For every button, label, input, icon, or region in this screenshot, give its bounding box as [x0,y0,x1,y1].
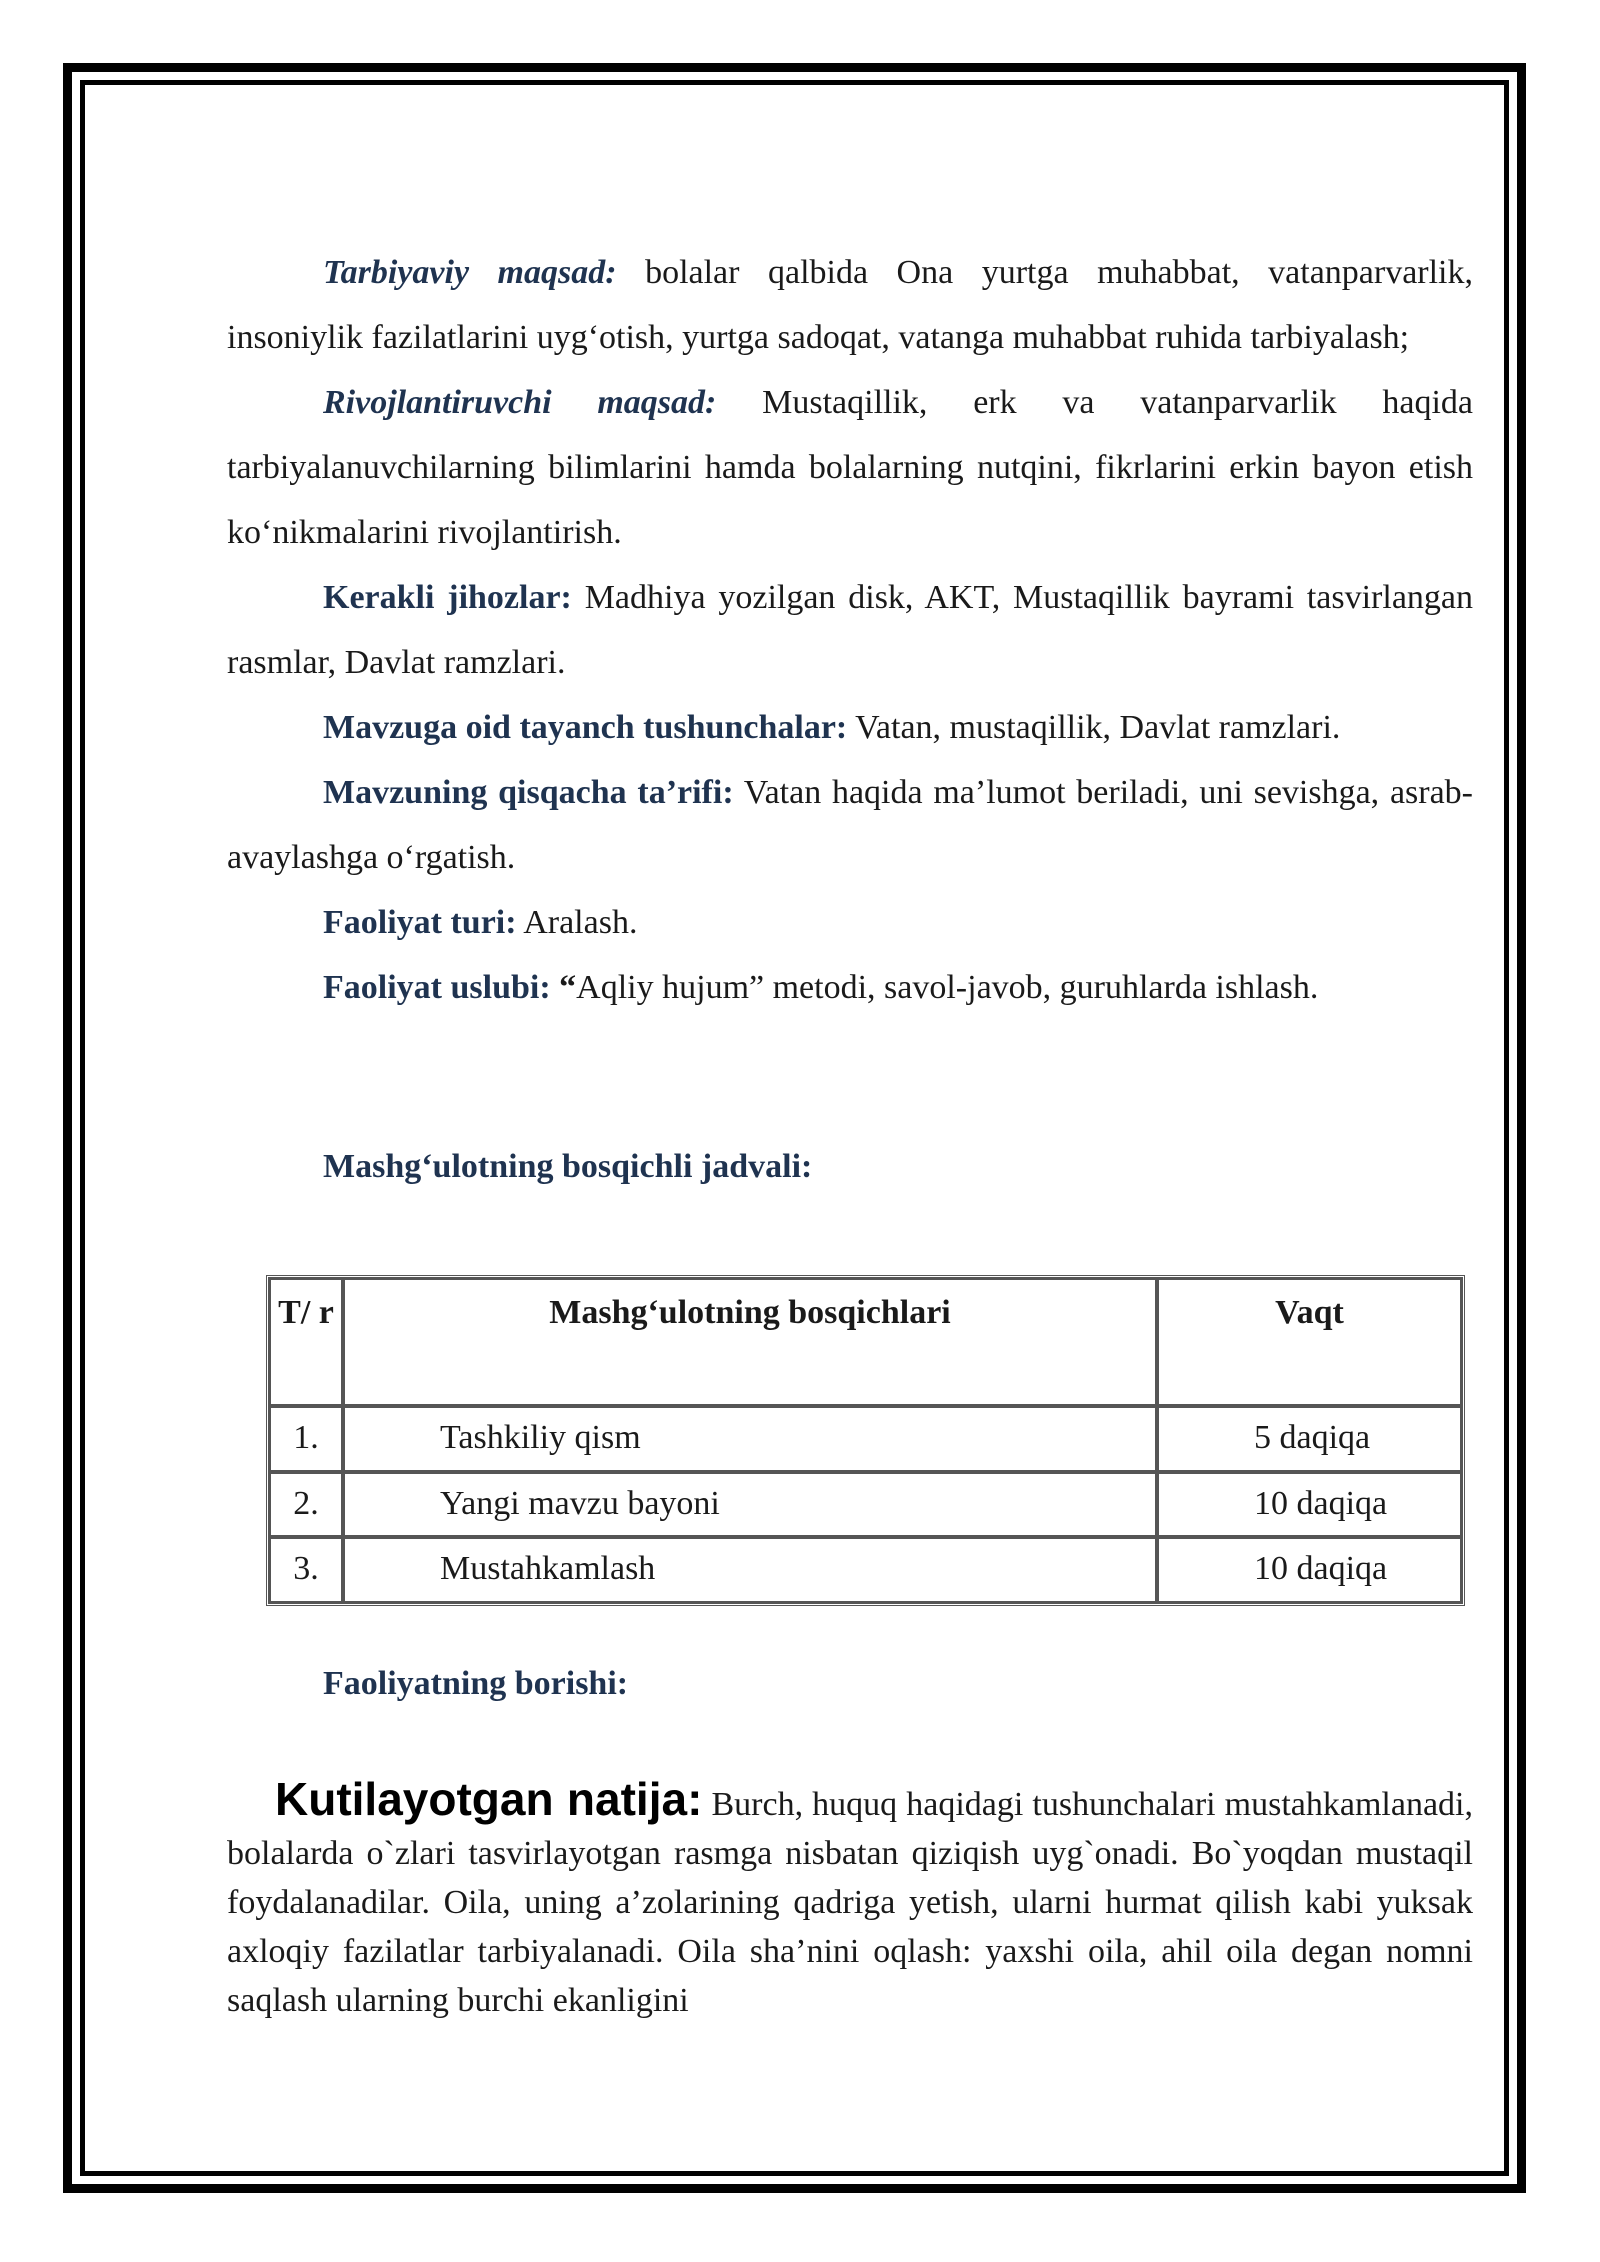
text-turi: Aralash. [516,904,638,941]
row-time: 5 daqiqa [1157,1406,1462,1472]
label-tarif: Mavzuning qisqacha ta’rifi: [323,774,734,811]
text-tayanch: Vatan, mustaqillik, Davlat ramzlari. [847,709,1341,746]
paragraph-tarif [227,760,1473,890]
label-jihozlar: Kerakli jihozlar: [323,579,572,616]
paragraph-result [227,1775,1473,2025]
document-body [227,240,1473,1020]
paragraph-turi [227,890,1473,955]
label-tayanch: Mavzuga oid tayanch tushunchalar: [323,709,848,746]
result-section [227,1775,1473,2025]
text-uslubi: Aqliy hujum” metodi, savol-javob, guruhlarda ishlash. [576,969,1319,1006]
paragraph-uslubi [227,955,1473,1020]
row-stage: Yangi mavzu bayoni [343,1472,1157,1538]
table-header-row [269,1278,1462,1406]
table-row [269,1472,1462,1538]
table-row [269,1406,1462,1472]
label-rivojlantiruvchi: Rivojlantiruvchi maqsad: [323,384,717,421]
label-result: Kutilayotgan natija: [275,1773,703,1825]
header-time: Vaqt [1157,1278,1462,1406]
row-stage: Tashkiliy qism [343,1406,1157,1472]
row-number: 2. [269,1472,343,1538]
row-time: 10 daqiqa [1157,1537,1462,1603]
paragraph-tayanch [227,695,1473,760]
paragraph-tarbiyaviy [227,240,1473,370]
row-number: 1. [269,1406,343,1472]
text-tarif: Vatan haqida ma’lumot beriladi, uni sevishga, asrab-avaylashga o‘rgatish. [227,774,1474,876]
table-heading: Mashg‘ulotning bosqichli jadvali: [323,1148,813,1185]
borishi-heading: Faoliyatning borishi: [323,1665,629,1702]
label-tarbiyaviy: Tarbiyaviy maqsad: [323,254,617,291]
text-result: Burch, huquq haqidagi tushunchalari mustahkamlanadi, bolalarda o`zlari tasvirlayotgan rasmga nisbatan qiziqish uyg`onadi. Bo`yoqdan mustaqil foydalanadilar. Oila, uning a’zolarining qadriga yetish, ularni hurmat qilish kabi yuksak axloqiy fazilatlar tarbiyalanadi. Oila sha’nini oqlash: yaxshi oila, ahil oila degan nomni saqlash ularning burchi ekanligini [227,1786,1474,2019]
stages-table [266,1275,1465,1606]
row-number: 3. [269,1537,343,1603]
table-row [269,1537,1462,1603]
text-rivojlantiruvchi: Mustaqillik, erk va vatanparvarlik haqida tarbiyalanuvchilarning bilimlarini hamda bolalarning nutqini, fikrlarini erkin bayon etish ko‘nikmalarini rivojlantirish. [227,384,1474,551]
header-stage: Mashg‘ulotning bosqichlari [343,1278,1157,1406]
text-tarbiyaviy: bolalar qalbida Ona yurtga muhabbat, vatanparvarlik, insoniylik fazilatlarini uyg‘otish, yurtga sadoqat, vatanga muhabbat ruhida tarbiyalash; [227,254,1473,356]
label-turi: Faoliyat turi: [323,904,517,941]
row-stage: Mustahkamlash [343,1537,1157,1603]
quote-uslubi: “ [550,969,577,1006]
text-jihozlar: Madhiya yozilgan disk, AKT, Mustaqillik bayrami tasvirlangan rasmlar, Davlat ramzlari. [227,579,1473,681]
row-time: 10 daqiqa [1157,1472,1462,1538]
header-number: T/ r [269,1278,343,1406]
label-uslubi: Faoliyat uslubi: [323,969,551,1006]
paragraph-jihozlar [227,565,1473,695]
paragraph-rivojlantiruvchi [227,370,1473,565]
